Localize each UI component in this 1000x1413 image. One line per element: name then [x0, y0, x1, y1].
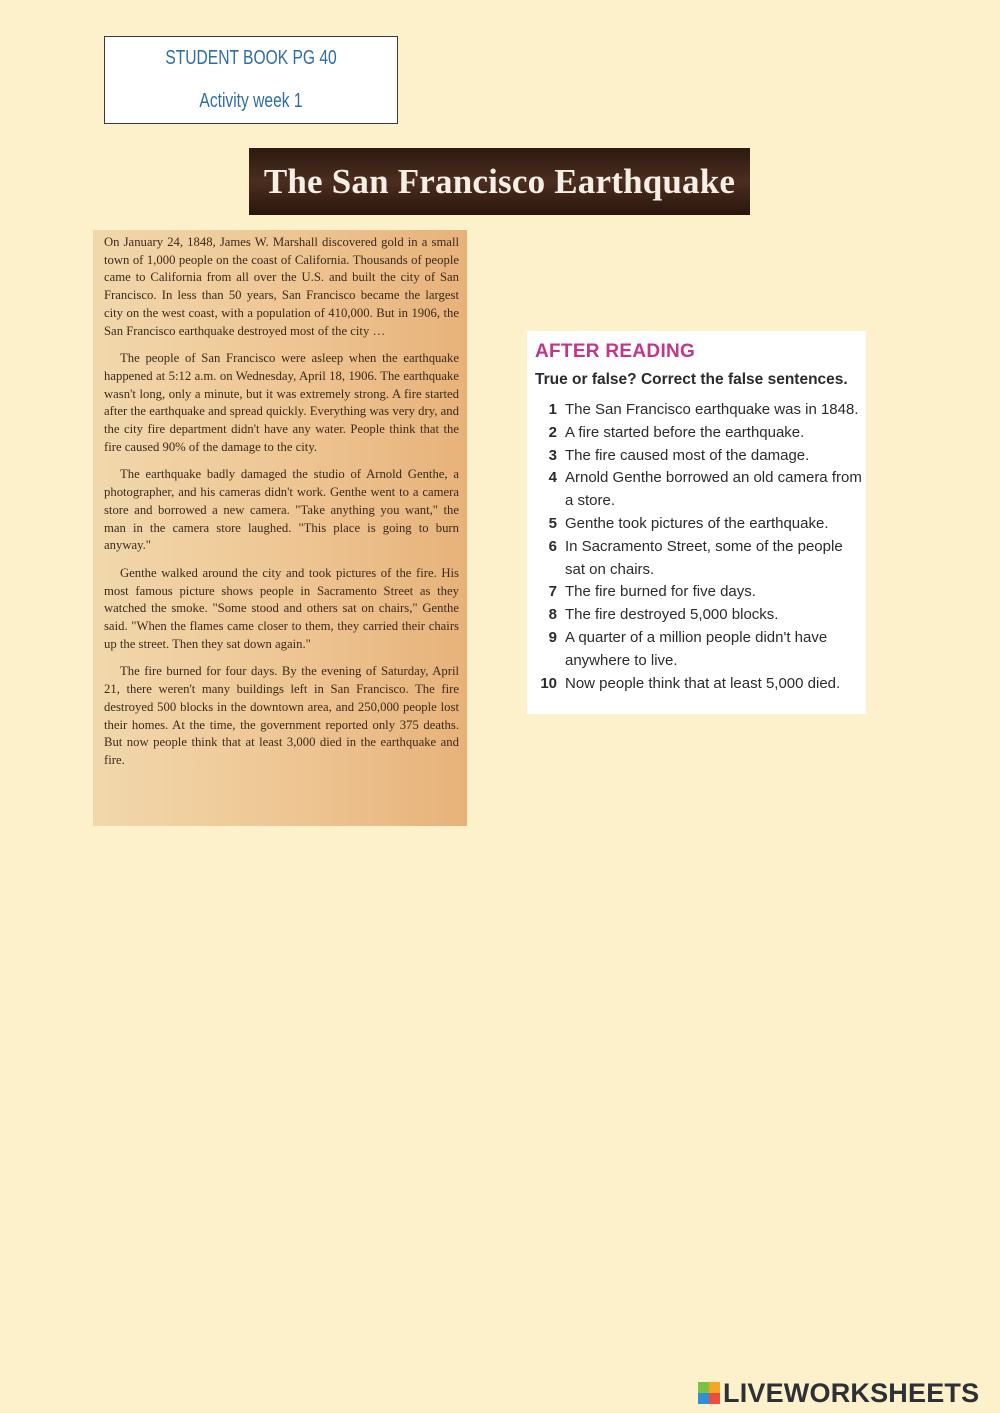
- statement-text: In Sacramento Street, some of the people sat on chairs.: [565, 537, 843, 578]
- statement-text: Now people think that at least 5,000 died.: [565, 674, 841, 692]
- statement-item: [535, 581, 866, 604]
- liveworksheets-logo[interactable]: [698, 1379, 979, 1407]
- reading-paragraph-1: On January 24, 1848, James W. Marshall discovered gold in a small town of 1,000 people on the coast of California. Thousands of people came to California from all over the U.S. and built the city of San Francisco. In less than 50 years, San Francisco became the largest city on the west coast, with a population of 410,000. But in 1906, the San Francisco earthquake destroyed most of the city …: [104, 235, 459, 338]
- after-reading-instruction: True or false? Correct the false sentences.: [535, 371, 848, 388]
- reading-paragraph-5: The fire burned for four days. By the evening of Saturday, April 21, there weren't many buildings left in San Francisco. The fire destroyed 500 blocks in the downtown area, and 250,000 people lost their homes. At the time, the government reported only 375 deaths. But now people think that at least 3,000 died in the earthquake and fire.: [104, 664, 459, 767]
- header-line-2: Activity week 1: [199, 90, 303, 112]
- statement-number: 9: [548, 628, 557, 646]
- after-reading-panel: [527, 331, 866, 714]
- statement-item: [535, 422, 866, 445]
- after-reading-heading: AFTER READING: [535, 341, 696, 362]
- statement-text: The fire caused most of the damage.: [565, 446, 810, 464]
- title-banner: [249, 148, 750, 215]
- reading-paragraph-2: The people of San Francisco were asleep when the earthquake happened at 5:12 a.m. on Wednesday, April 18, 1906. The earthquake wasn't long, only a minute, but it was extremely strong. A fire started after the earthquake and spread quickly. Everything was very dry, and the city fire department didn't have any water. People think that the fire caused 90% of the damage to the city.: [104, 351, 459, 454]
- reading-passage: [93, 230, 467, 826]
- statement-item: [535, 536, 866, 582]
- statement-list: [535, 399, 866, 695]
- statement-text: A quarter of a million people didn't have anywhere to live.: [565, 628, 828, 669]
- reading-paragraph-4: Genthe walked around the city and took pictures of the fire. His most famous picture shows people in Sacramento Street as they watched the smoke. "Some stood and others sat on chairs," Genthe said. "When the flames came closer to them, they carried their chairs up the street. Then they sat down again.": [104, 565, 459, 651]
- statement-text: A fire started before the earthquake.: [565, 423, 805, 441]
- statement-item: [535, 673, 866, 696]
- page-title: The San Francisco Earthquake: [263, 162, 736, 201]
- statement-number: 10: [540, 674, 557, 692]
- statement-number: 8: [548, 606, 557, 624]
- statement-text: The fire destroyed 5,000 blocks.: [565, 606, 779, 624]
- logo-text: LIVEWORKSHEETS: [723, 1377, 980, 1408]
- statement-text: The San Francisco earthquake was in 1848.: [565, 401, 859, 418]
- statement-item: [535, 513, 866, 536]
- statement-text: Genthe took pictures of the earthquake.: [565, 514, 829, 532]
- statement-text: Arnold Genthe borrowed an old camera from a store.: [565, 469, 862, 510]
- statement-item: [535, 604, 866, 627]
- statement-number: 4: [548, 469, 557, 487]
- statement-item: [535, 399, 866, 422]
- statement-number: 2: [548, 423, 557, 441]
- statement-number: 1: [548, 401, 557, 418]
- statement-item: [535, 627, 866, 673]
- liveworksheets-logo-icon: [698, 1382, 720, 1404]
- statement-item: [535, 467, 866, 513]
- statement-text: The fire burned for five days.: [565, 583, 756, 601]
- reading-paragraph-3: The earthquake badly damaged the studio of Arnold Genthe, a photographer, and his cameras didn't work. Genthe went to a camera store and borrowed a new camera. "Take anything you want," the man in the camera store laughed. "This place is going to burn anyway.": [104, 467, 459, 553]
- header-box: [104, 36, 398, 124]
- header-line-1: STUDENT BOOK PG 40: [165, 47, 337, 69]
- statement-item: [535, 445, 866, 468]
- statement-number: 3: [548, 446, 557, 464]
- statement-number: 7: [548, 583, 557, 601]
- statement-number: 5: [548, 514, 557, 532]
- statement-number: 6: [548, 537, 557, 555]
